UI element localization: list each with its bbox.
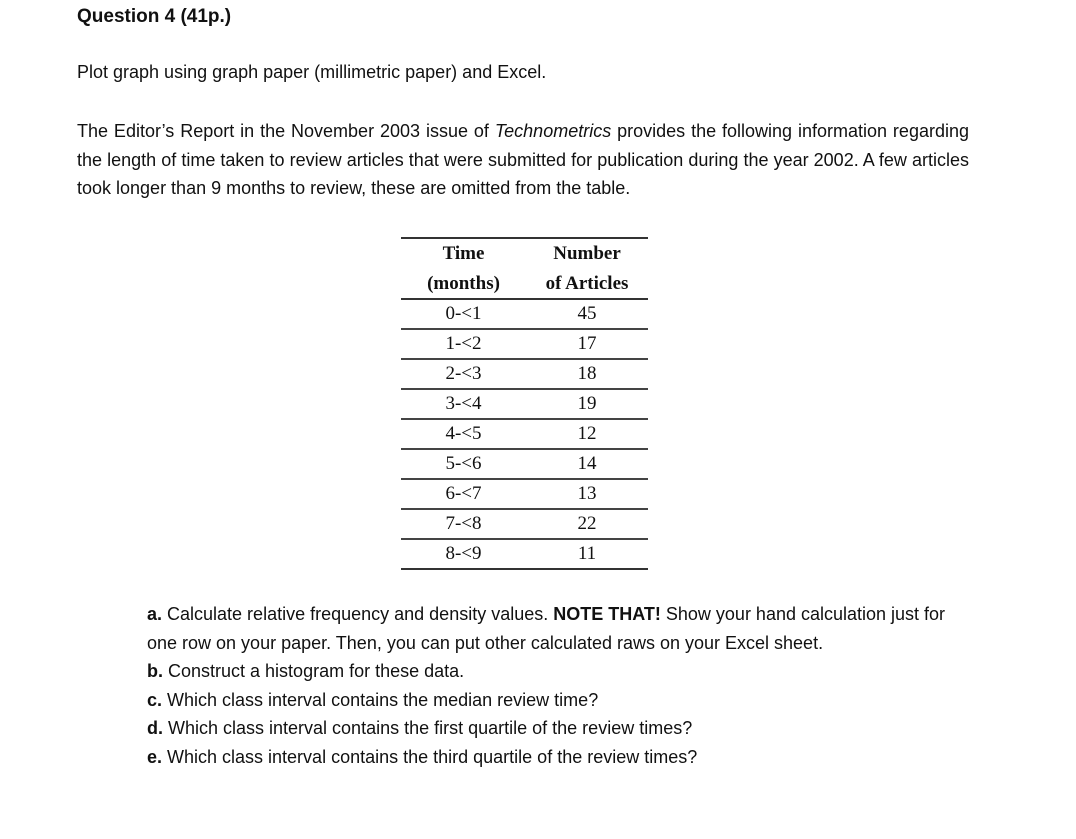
time-cell: 2-<3 [401,359,526,389]
table-row [401,359,648,389]
header-months: (months) [401,268,526,299]
count-cell: 12 [526,419,648,449]
header-of-articles: of Articles [526,268,648,299]
intro-text-before: The Editor’s Report in the November 2003 issue of [77,121,495,141]
header-number: Number [553,243,621,264]
part-e [147,743,973,772]
table-row [401,299,648,329]
part-d-label: d. [147,718,163,738]
part-a-text1: Calculate relative frequency and density values. [162,604,554,624]
part-b-text: Construct a histogram for these data. [163,661,465,681]
time-cell: 1-<2 [401,329,526,359]
time-cell: 8-<9 [445,543,482,564]
count-cell: 11 [577,543,597,564]
count-cell: 17 [526,329,648,359]
table-row [401,539,648,569]
part-a-note: NOTE THAT! [553,604,661,624]
part-a [147,600,973,657]
table-row [401,329,648,359]
table-row [401,419,648,449]
intro-paragraph [77,117,969,203]
count-cell: 14 [526,449,648,479]
time-cell: 0-<1 [401,299,526,329]
time-cell: 6-<7 [401,479,526,509]
header-time: Time [442,243,485,264]
count-cell: 22 [526,509,648,539]
time-cell: 7-<8 [401,509,526,539]
question-parts [147,600,973,771]
time-cell: 5-<6 [401,449,526,479]
part-e-label: e. [147,746,163,767]
review-time-table [401,237,648,570]
part-b [147,657,973,686]
part-c-label: c. [147,689,163,710]
part-a-text2: Show your hand calculation just for one row on your paper. Then, you can put other calculated raws on your Excel sheet. [147,604,946,653]
part-d [147,714,973,743]
table-row [401,389,648,419]
count-cell: 18 [526,359,648,389]
table-row [401,509,648,539]
instruction-text: Plot graph using graph paper (millimetric paper) and Excel. [77,62,547,82]
part-d-text: Which class interval contains the first quartile of the review times? [163,718,693,738]
part-e-text: Which class interval contains the third quartile of the review times? [162,746,698,767]
time-cell: 4-<5 [401,419,526,449]
part-a-label: a. [147,604,163,624]
part-c-text: Which class interval contains the median review time? [162,689,599,710]
count-cell: 45 [526,299,648,329]
part-b-label: b. [147,661,163,681]
journal-name: Technometrics [494,121,612,141]
table-row [401,479,648,509]
intro-text-after: provides the following information regarding the length of time taken to review articles that were submitted for publication during the year 2002. A few articles took longer than 9 months to review, these are omitted from the table. [77,121,969,198]
part-c [147,686,973,715]
count-cell: 13 [526,479,648,509]
count-cell: 19 [526,389,648,419]
question-title: Question 4 (41p.) [77,6,232,27]
time-cell: 3-<4 [401,389,526,419]
table-row [401,449,648,479]
